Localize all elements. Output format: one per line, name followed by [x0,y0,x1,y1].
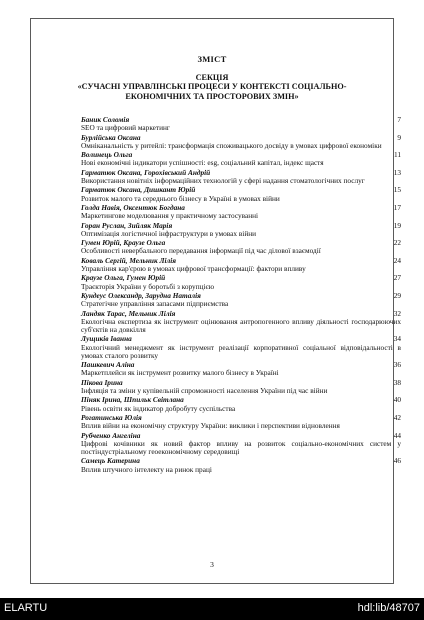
entry-page-number: 42 [393,412,401,422]
toc-entry[interactable] [81,335,401,360]
toc-entry[interactable] [81,151,401,167]
toc-entry[interactable] [81,414,401,430]
toc-entry[interactable] [81,379,401,395]
entry-page-number: 11 [393,150,401,160]
entry-author: Рогатинська Юлія [81,412,142,422]
entry-author: Бурлійська Оксана [81,132,141,142]
entry-author: Самець Катерина [81,456,140,466]
section-title-line-1: «СУЧАСНІ УПРАВЛІНСЬКІ ПРОЦЕСИ У КОНТЕКСТІ СОЦІАЛЬНО- [77,82,347,92]
handle-link[interactable]: hdl:lib/48707 [357,602,420,614]
repository-name: ELARTU [4,602,48,614]
entry-page-number: 27 [393,273,401,283]
entry-page-number: 19 [393,220,401,230]
entry-author: Рубченко Ангеліна [81,430,141,440]
entry-page-number: 32 [393,308,401,318]
entry-page-number: 22 [393,238,401,248]
entry-author: Ландяк Тарас, Мельник Лілія [81,308,176,318]
entry-title: Особливості невербального передавання інформації під час ділової взаємодії [81,246,321,256]
section-title-line-2: ЕКОНОМІЧНИХ ТА ПРОСТОРОВИХ ЗМІН» [125,91,299,101]
entry-author: Гарматюк Оксана, Дишкант Юрій [81,185,196,195]
entry-page-number: 17 [393,202,401,212]
entry-page-number: 38 [393,377,401,387]
entry-author: Піняк Ірина, Шпильк Світлана [81,395,184,405]
entry-page-number: 34 [393,334,401,344]
entry-title: Управління кар'єрою в умовах цифрової трансформації: фактори впливу [81,263,306,273]
entry-author: Лущиків Іванна [81,334,132,344]
entry-page-number: 9 [397,132,401,142]
document-page [30,18,401,584]
section-heading: СЕКЦІЯ [195,73,229,82]
entry-title: Екологічна експертиза як інструмент оцінювання антропогенного впливу діяльності господарюючих суб'єктів на довкілля [81,316,401,334]
entry-title: Траєкторія України у боротьбі з корупцією [81,281,215,291]
entry-title: Вплив війни на економічну структуру України: виклики і перспективи відновлення [81,421,340,431]
entry-title: Омніканальність у ритейлі: трансформація споживацького досвіду в умовах цифрової економіки [81,140,382,150]
entry-title: Рівень освіти як індикатор добробуту суспільства [81,403,236,413]
entry-page-number: 44 [393,430,401,440]
entry-page-number: 36 [393,360,401,370]
toc-entry[interactable] [81,134,401,150]
toc-entry[interactable] [81,310,401,335]
toc-entry[interactable] [81,292,401,308]
toc-entry[interactable] [81,257,401,273]
entry-title: Екологічний менеджмент як інструмент реалізації корпоративної соціальної відповідальності в умовах сталого розвитку [81,342,401,360]
entry-author: Волинець Ольга [81,150,133,160]
entry-author: Коваль Сергій, Мельник Лілія [81,255,177,265]
entry-author: Горан Руслан, Зийляк Марія [81,220,173,230]
entry-title: SEO та цифровий маркетинг [81,123,170,133]
entry-page-number: 13 [393,167,401,177]
entry-author: Голда Навія, Оксентюк Богдана [81,202,185,212]
toc-title: ЗМІСТ [197,54,227,64]
toc-entry[interactable] [81,116,401,132]
entry-author: Пікова Ірина [81,377,123,387]
entry-title: Стратегічне управління запасами підприємства [81,299,229,309]
entry-title: Маркетплейси як інструмент розвитку малого бізнесу в Україні [81,368,279,378]
entry-title: Розвиток малого та середнього бізнесу в Україні в умовах війни [81,193,280,203]
toc-entry[interactable] [81,361,401,377]
entry-author: Гумен Юрій, Краузе Ольга [81,238,166,248]
entry-page-number: 15 [393,185,401,195]
toc-entry[interactable] [81,274,401,290]
entry-page-number: 24 [393,255,401,265]
entry-author: Гарматюк Оксана, Горохівський Андрій [81,167,211,177]
toc-entry[interactable] [81,239,401,255]
toc-entry[interactable] [81,396,401,412]
entry-title: Цифрові кочівники як новий фактор впливу на розвиток соціально-економічних систем у постіндустріальному геоекономічному середовищі [81,438,401,456]
entry-author: Кундеус Олександр, Зарудна Наталія [81,290,201,300]
entry-page-number: 29 [393,290,401,300]
toc-entry[interactable] [81,169,401,185]
toc-entry[interactable] [81,432,401,457]
entry-title: Оптимізація логістичної інфраструктури в умовах війни [81,228,257,238]
entry-title: Використання новітніх інформаційних технологій у сфері надання стоматологічних послуг [81,175,365,185]
entry-title: Нові економічні індикатори успішності: esg, соціальний капітал, індекс щастя [81,158,324,168]
toc-entries [81,116,401,475]
page-number: 3 [210,560,214,569]
entry-author: Пашкевич Аліна [81,360,135,370]
entry-page-number: 46 [393,456,401,466]
entry-title: Маркетингове моделювання у практичному застосуванні [81,211,259,221]
entry-author: Краузе Ольга, Гумен Юрій [81,273,166,283]
section-title [31,73,393,101]
entry-page-number: 40 [393,395,401,405]
entry-author: Баник Соломія [81,115,130,124]
entry-title: Інфляція та зміни у купівельній спроможності населення України під час війни [81,385,328,395]
entry-title: Вплив штучного інтелекту на ринок праці [81,464,212,474]
toc-entry[interactable] [81,186,401,202]
toc-entry[interactable] [81,222,401,238]
entry-page-number: 7 [397,115,401,124]
footer-bar [0,598,424,620]
toc-entry[interactable] [81,204,401,220]
toc-entry[interactable] [81,457,401,473]
